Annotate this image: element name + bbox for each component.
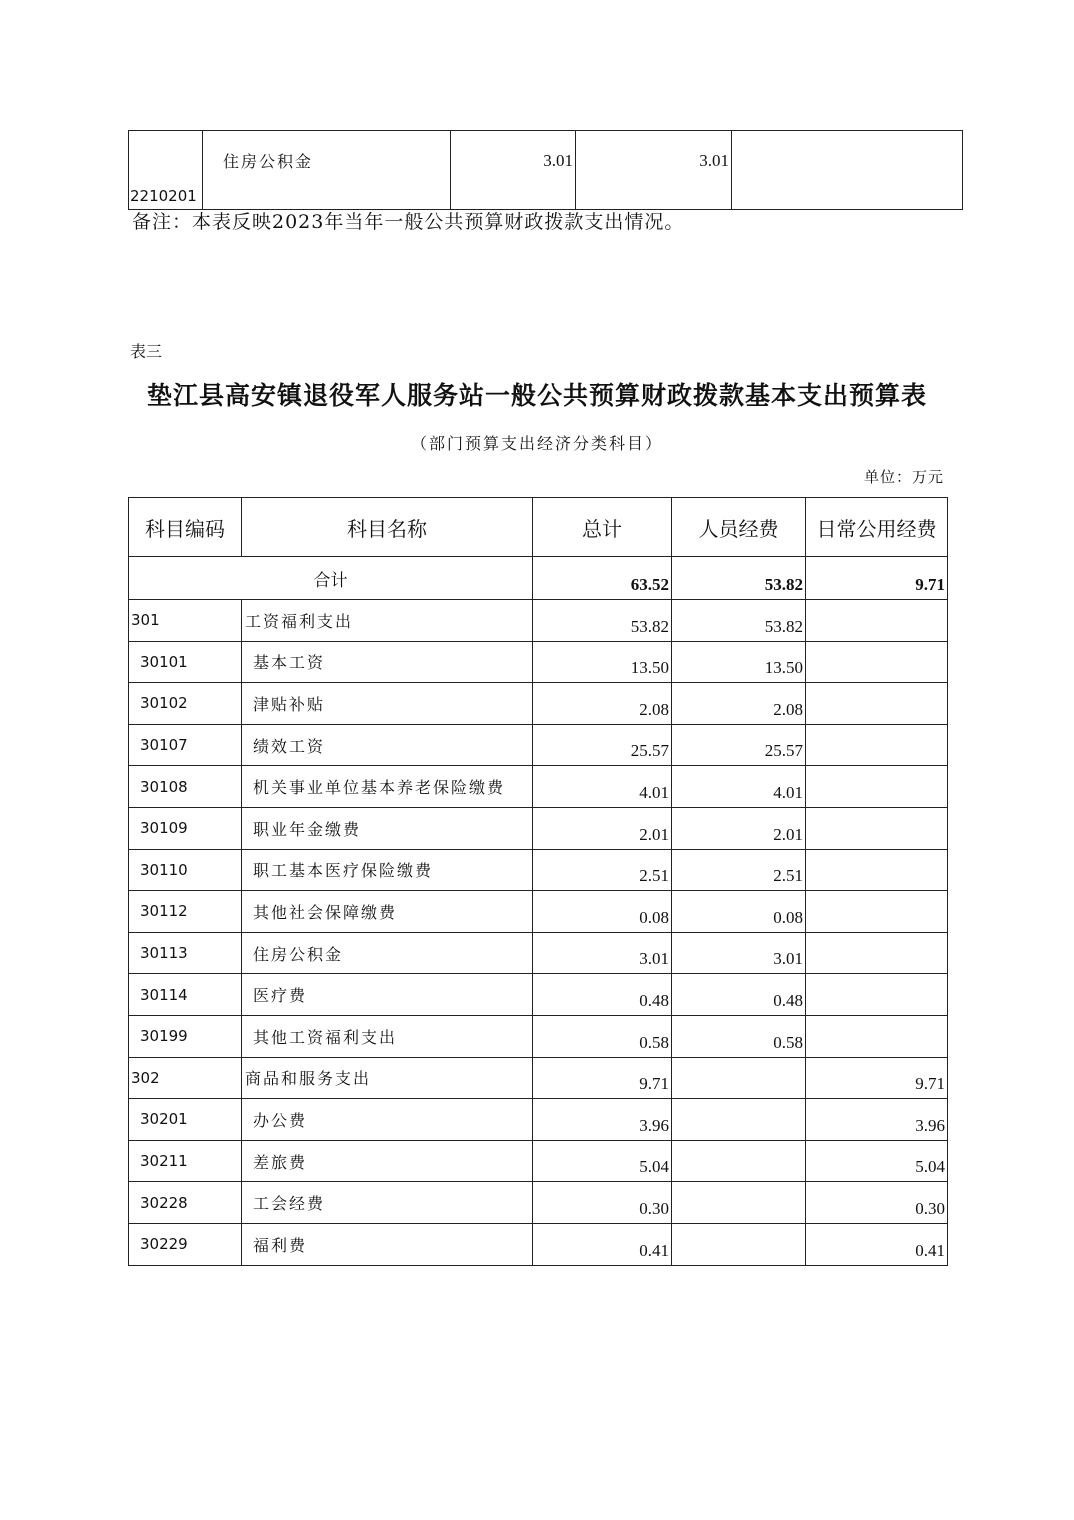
subject-name: 医疗费 bbox=[242, 974, 533, 1016]
subject-name: 职业年金缴费 bbox=[242, 807, 533, 849]
public-value bbox=[806, 641, 948, 683]
column3-value bbox=[732, 131, 963, 210]
total-value: 0.58 bbox=[533, 1015, 672, 1057]
subject-name: 绩效工资 bbox=[242, 724, 533, 766]
page-title: 垫江县高安镇退役军人服务站一般公共预算财政拨款基本支出预算表 bbox=[146, 381, 927, 410]
subject-code: 30110 bbox=[129, 849, 242, 891]
personnel-value: 4.01 bbox=[672, 766, 806, 808]
table-row bbox=[129, 641, 948, 683]
subject-code: 30107 bbox=[129, 724, 242, 766]
personnel-value: 2.51 bbox=[672, 849, 806, 891]
total-value: 13.50 bbox=[533, 641, 672, 683]
table-row bbox=[129, 1140, 948, 1182]
header-total: 总计 bbox=[533, 498, 672, 557]
total-value: 53.82 bbox=[533, 600, 672, 642]
total-value: 3.01 bbox=[451, 131, 576, 210]
table-row bbox=[129, 1099, 948, 1141]
table-row bbox=[129, 683, 948, 725]
total-value: 5.04 bbox=[533, 1140, 672, 1182]
public-value bbox=[806, 974, 948, 1016]
subject-name: 其他工资福利支出 bbox=[242, 1015, 533, 1057]
total-public: 9.71 bbox=[806, 557, 948, 600]
subject-code: 30112 bbox=[129, 891, 242, 933]
total-value: 9.71 bbox=[533, 1057, 672, 1099]
header-code: 科目编码 bbox=[129, 498, 242, 557]
personnel-value: 3.01 bbox=[672, 932, 806, 974]
subject-code: 30229 bbox=[129, 1223, 242, 1265]
total-sum: 63.52 bbox=[533, 557, 672, 600]
public-value bbox=[806, 724, 948, 766]
subject-name: 其他社会保障缴费 bbox=[242, 891, 533, 933]
subject-name: 机关事业单位基本养老保险缴费 bbox=[242, 766, 533, 808]
table-row bbox=[129, 131, 963, 210]
total-personnel: 53.82 bbox=[672, 557, 806, 600]
public-value: 5.04 bbox=[806, 1140, 948, 1182]
table-row bbox=[129, 724, 948, 766]
subject-name: 津贴补贴 bbox=[242, 683, 533, 725]
table-row bbox=[129, 1182, 948, 1224]
personnel-value: 25.57 bbox=[672, 724, 806, 766]
personnel-value: 53.82 bbox=[672, 600, 806, 642]
public-value bbox=[806, 891, 948, 933]
personnel-value: 0.08 bbox=[672, 891, 806, 933]
subject-name: 职工基本医疗保险缴费 bbox=[242, 849, 533, 891]
subject-code: 302 bbox=[129, 1057, 242, 1099]
subject-code: 30101 bbox=[129, 641, 242, 683]
public-value: 0.41 bbox=[806, 1223, 948, 1265]
subject-code: 30211 bbox=[129, 1140, 242, 1182]
subject-code: 30109 bbox=[129, 807, 242, 849]
subject-name: 工会经费 bbox=[242, 1182, 533, 1224]
subject-code: 30114 bbox=[129, 974, 242, 1016]
total-value: 2.51 bbox=[533, 849, 672, 891]
total-value: 4.01 bbox=[533, 766, 672, 808]
total-value: 25.57 bbox=[533, 724, 672, 766]
total-value: 0.48 bbox=[533, 974, 672, 1016]
table-row bbox=[129, 766, 948, 808]
table-row bbox=[129, 974, 948, 1016]
table-row bbox=[129, 1223, 948, 1265]
subject-name: 办公费 bbox=[242, 1099, 533, 1141]
table-note: 备注：本表反映2023年当年一般公共预算财政拨款支出情况。 bbox=[132, 211, 685, 233]
unit-label: 单位：万元 bbox=[863, 468, 944, 486]
table-row bbox=[129, 849, 948, 891]
column2-value: 3.01 bbox=[576, 131, 732, 210]
header-public: 日常公用经费 bbox=[806, 498, 948, 557]
table-row bbox=[129, 891, 948, 933]
personnel-value bbox=[672, 1099, 806, 1141]
subject-code: 30113 bbox=[129, 932, 242, 974]
personnel-value: 0.58 bbox=[672, 1015, 806, 1057]
total-value: 3.01 bbox=[533, 932, 672, 974]
budget-table bbox=[128, 497, 948, 1266]
subject-name: 住房公积金 bbox=[203, 131, 451, 210]
personnel-value bbox=[672, 1223, 806, 1265]
page-subtitle: （部门预算支出经济分类科目） bbox=[410, 434, 663, 453]
subject-name: 福利费 bbox=[242, 1223, 533, 1265]
table-row bbox=[129, 600, 948, 642]
total-value: 2.01 bbox=[533, 807, 672, 849]
public-value bbox=[806, 849, 948, 891]
subject-name: 差旅费 bbox=[242, 1140, 533, 1182]
table-row bbox=[129, 807, 948, 849]
personnel-value bbox=[672, 1057, 806, 1099]
personnel-value: 13.50 bbox=[672, 641, 806, 683]
table-row bbox=[129, 932, 948, 974]
total-label: 合计 bbox=[129, 557, 533, 600]
total-value: 2.08 bbox=[533, 683, 672, 725]
public-value bbox=[806, 1015, 948, 1057]
subject-code: 30199 bbox=[129, 1015, 242, 1057]
public-value: 0.30 bbox=[806, 1182, 948, 1224]
subject-code: 301 bbox=[129, 600, 242, 642]
subject-name: 商品和服务支出 bbox=[242, 1057, 533, 1099]
header-row bbox=[129, 498, 948, 557]
public-value bbox=[806, 683, 948, 725]
subject-code: 30228 bbox=[129, 1182, 242, 1224]
total-value: 0.08 bbox=[533, 891, 672, 933]
subject-name: 基本工资 bbox=[242, 641, 533, 683]
table-label: 表三 bbox=[130, 342, 163, 361]
total-value: 0.41 bbox=[533, 1223, 672, 1265]
subject-code: 30201 bbox=[129, 1099, 242, 1141]
total-row bbox=[129, 557, 948, 600]
header-name: 科目名称 bbox=[242, 498, 533, 557]
table-row bbox=[129, 1015, 948, 1057]
public-value: 9.71 bbox=[806, 1057, 948, 1099]
personnel-value: 2.08 bbox=[672, 683, 806, 725]
personnel-value: 0.48 bbox=[672, 974, 806, 1016]
total-value: 0.30 bbox=[533, 1182, 672, 1224]
subject-name: 住房公积金 bbox=[242, 932, 533, 974]
public-value bbox=[806, 807, 948, 849]
personnel-value bbox=[672, 1182, 806, 1224]
subject-code: 30108 bbox=[129, 766, 242, 808]
header-personnel: 人员经费 bbox=[672, 498, 806, 557]
table-row bbox=[129, 1057, 948, 1099]
subject-name: 工资福利支出 bbox=[242, 600, 533, 642]
total-value: 3.96 bbox=[533, 1099, 672, 1141]
public-value bbox=[806, 600, 948, 642]
subject-code: 2210201 bbox=[129, 131, 203, 210]
public-value bbox=[806, 932, 948, 974]
personnel-value bbox=[672, 1140, 806, 1182]
subject-code: 30102 bbox=[129, 683, 242, 725]
continued-table bbox=[128, 130, 963, 210]
personnel-value: 2.01 bbox=[672, 807, 806, 849]
public-value bbox=[806, 766, 948, 808]
public-value: 3.96 bbox=[806, 1099, 948, 1141]
